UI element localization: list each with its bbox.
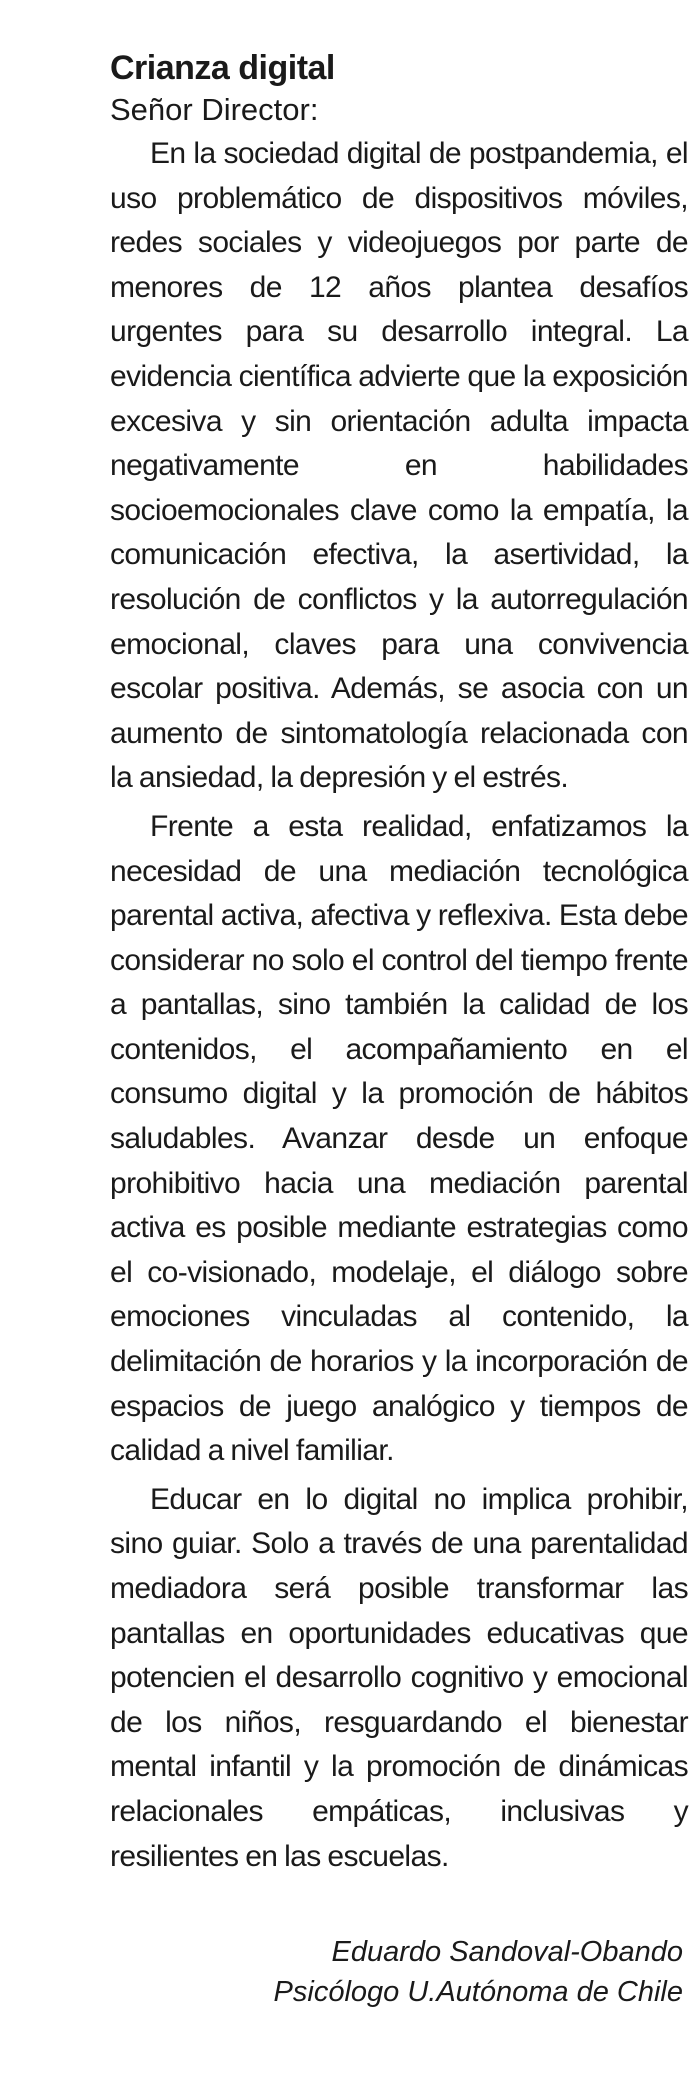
signature-block: [274, 1932, 683, 2012]
author-affiliation: Psicólogo U.Autónoma de Chile: [273, 1976, 683, 2008]
body-paragraph-2: Frente a esta realidad, enfatizamos la necesidad de una mediación tecnológica parental activa, afectiva y reflexiva. Esta debe considerar no solo el control del tiempo frente a pantallas, sino también la calidad de los contenidos, el acompañamiento en el consumo digital y la promoción de hábitos saludables. Avanzar desde un enfoque prohibitivo hacia una mediación parental activa es posible mediante estrategias como el co-visionado, modelaje, el diálogo sobre emociones vinculadas al contenido, la delimitación de horarios y la incorporación de espacios de juego analógico y tiempos de calidad a nivel familiar.: [110, 809, 688, 1468]
body-paragraph-3: Educar en lo digital no implica prohibir, sino guiar. Solo a través de una parentalidad mediadora será posible transformar las pantallas en oportunidades educativas que potencien el desarrollo cognitivo y emocional de los niños, resguardando el bienestar mental infantil y la promoción de dinámicas relacionales empáticas, inclusivas y resilientes en las escuelas.: [110, 1482, 688, 1873]
body-paragraph-1: En la sociedad digital de postpandemia, el uso problemático de dispositivos móviles, redes sociales y videojuegos por parte de menores de 12 años plantea desafíos urgentes para su desarrollo integral. La evidencia científica advierte que la exposición excesiva y sin orientación adulta impacta negativamente en habilidades socioemocionales clave como la empatía, la comunicación efectiva, la asertividad, la resolución de conflictos y la autorregulación emocional, claves para una convivencia escolar positiva. Además, se asocia con un aumento de sintomatología relacionada con la ansiedad, la depresión y el estrés.: [110, 137, 688, 795]
letter-to-editor: [110, 48, 688, 1883]
author-name: Eduardo Sandoval-Obando: [331, 1936, 683, 1968]
letter-title: Crianza digital: [110, 49, 335, 87]
salutation: Señor Director:: [110, 92, 319, 127]
